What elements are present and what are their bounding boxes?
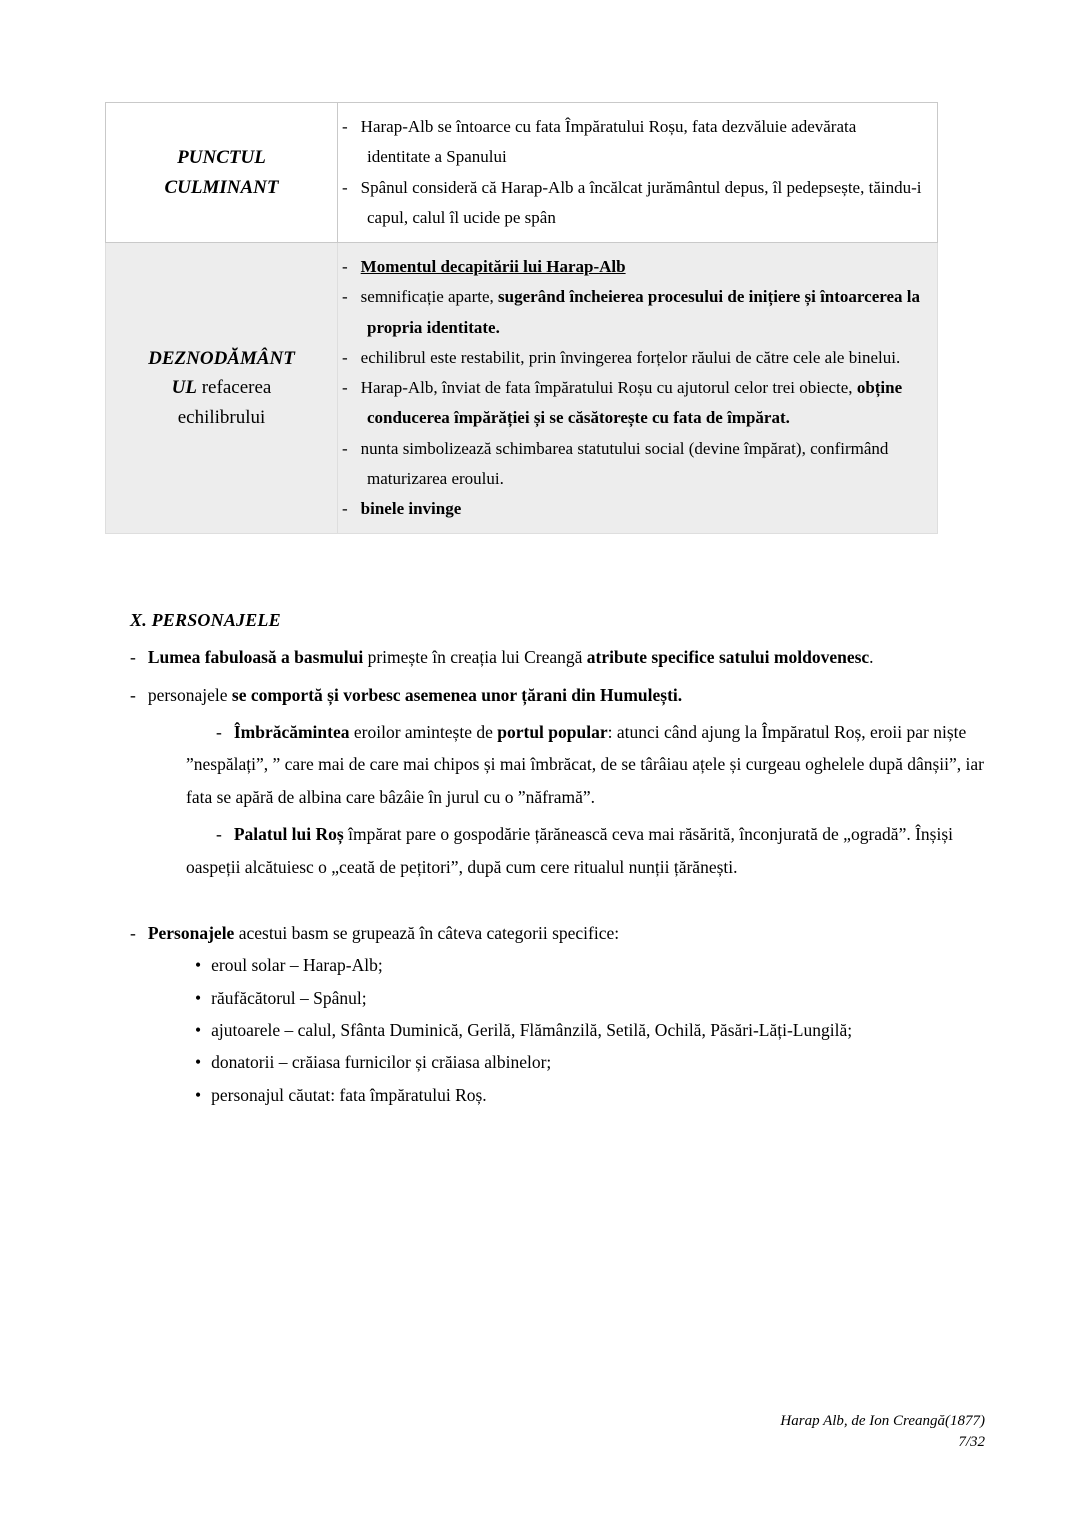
plot-structure-table: [105, 102, 938, 534]
dash-marker: -: [130, 922, 136, 943]
paragraph-palatul: [186, 818, 985, 883]
list-item-text: binele invinge: [360, 499, 462, 518]
bullet-marker: •: [195, 1020, 202, 1040]
list-item-text: semnificație aparte, sugerând încheierea procesului de inițiere și întoarcerea la propria identitate.: [360, 287, 921, 337]
dash-marker: -: [342, 347, 348, 367]
list-item-text: răufăcătorul – Spânul;: [211, 987, 367, 1008]
dash-marker: -: [216, 722, 222, 742]
footer-title: Harap Alb, de Ion Creangă(1877): [780, 1413, 985, 1429]
page-footer: [780, 1411, 985, 1453]
list-item: [342, 282, 923, 343]
paragraph-text: Lumea fabuloasă a basmului primește în creația lui Creangă atribute specifice satului moldovenesc.: [147, 647, 874, 668]
list-item-eroul-solar: [148, 949, 985, 981]
list-item-text: eroul solar – Harap-Alb;: [211, 955, 383, 976]
table-row-deznodamant: [106, 243, 938, 534]
row-label-cell: [106, 243, 338, 534]
dash-marker: -: [342, 499, 348, 518]
dash-marker: -: [342, 257, 348, 276]
list-item: [342, 252, 923, 282]
dash-marker: -: [342, 117, 348, 136]
list-item-text: ajutoarele – calul, Sfânta Duminică, Gerilă, Flămânzilă, Setilă, Ochilă, Păsări-Lăți-Lungilă;: [211, 1020, 853, 1040]
list-item: [342, 112, 923, 173]
row-label: PUNCTUL CULMINANT: [164, 147, 279, 198]
paragraph-text: Personajele acestui basm se grupează în câteva categorii specifice:: [147, 922, 620, 943]
list-item-ajutoarele: [148, 1014, 985, 1046]
dash-marker: -: [342, 177, 348, 197]
list-item-text: Harap-Alb, înviat de fata împăratului Roșu cu ajutorul celor trei obiecte, obține conducerea împărăției și se căsătorește cu fata de împărat.: [360, 378, 903, 428]
list-item-raufacatorul: [148, 982, 985, 1014]
list-item: [342, 494, 923, 524]
row-label-cell: [106, 103, 338, 243]
dash-marker: -: [342, 378, 348, 397]
paragraph-text: Îmbrăcămintea eroilor amintește de portul popular: atunci când ajung la Împăratul Roș, eroii par niște ”nespălați”, ” care mai de care mai chipos și mai îmbrăcat, de se târâiau ațele și curgeau oghelele după dânșii”, iar fata se apără de albina care bâzâie în jurul cu o ”năframă”.: [186, 722, 984, 807]
list-item-text: Spânul consideră că Harap-Alb a încălcat jurământul depus, îl pedepsește, tăindu-i capul, calul îl ucide pe spân: [360, 177, 922, 227]
paragraph-text: personajele se comportă și vorbesc asemenea unor țărani din Humulești.: [147, 684, 683, 705]
dash-marker: -: [342, 287, 348, 307]
bullet-marker: •: [195, 1084, 202, 1105]
dash-marker: -: [130, 647, 136, 668]
list-item-personajul-cautat: [148, 1079, 985, 1111]
list-item: [342, 343, 923, 373]
footer-page-number: 7/32: [958, 1434, 985, 1450]
list-item: [342, 173, 923, 234]
list-item-donatorii: [148, 1046, 985, 1078]
list-item-text: Harap-Alb se întoarce cu fata Împăratului Roșu, fata dezvăluie adevărata identitate a Spanului: [360, 117, 857, 167]
list-item-text: echilibrul este restabilit, prin învingerea forțelor răului de către cele ale binelui.: [360, 347, 901, 367]
bullet-marker: •: [195, 955, 202, 976]
paragraph-lumea-fabuloasa: [105, 641, 985, 673]
table-row-punctul-culminant: [106, 103, 938, 243]
paragraph-categorii: [105, 917, 985, 949]
dash-marker: -: [216, 824, 222, 845]
row-content-cell: [338, 243, 938, 534]
section-heading: X. PERSONAJELE: [130, 610, 281, 631]
paragraph-imbracamintea: [186, 716, 985, 813]
list-item-text: personajul căutat: fata împăratului Roș.: [211, 1084, 487, 1105]
list-item: [342, 373, 923, 434]
row-label: DEZNODĂMÂNT UL refacerea echilibrului: [148, 347, 295, 428]
bullet-marker: •: [195, 987, 202, 1008]
list-item-text: Momentul decapitării lui Harap-Alb: [360, 257, 626, 276]
dash-marker: -: [342, 438, 348, 458]
list-item: [342, 434, 923, 495]
list-item-text: donatorii – crăiasa furnicilor și crăiasa albinelor;: [211, 1052, 552, 1073]
paragraph-personajele-comportament: [105, 679, 985, 711]
list-item-text: nunta simbolizează schimbarea statutului social (devine împărat), confirmând maturizarea eroului.: [360, 438, 889, 488]
bullet-marker: •: [195, 1052, 202, 1073]
paragraph-text: Palatul lui Roș împărat pare o gospodărie țărănească ceva mai răsărită, înconjurată de „ogradă”. Înșiși oaspeții alcătuiesc o „ceată de pețitori”, după cum cere ritualul nunții țărănești.: [186, 824, 954, 877]
dash-marker: -: [130, 684, 136, 705]
row-content-cell: [338, 103, 938, 243]
